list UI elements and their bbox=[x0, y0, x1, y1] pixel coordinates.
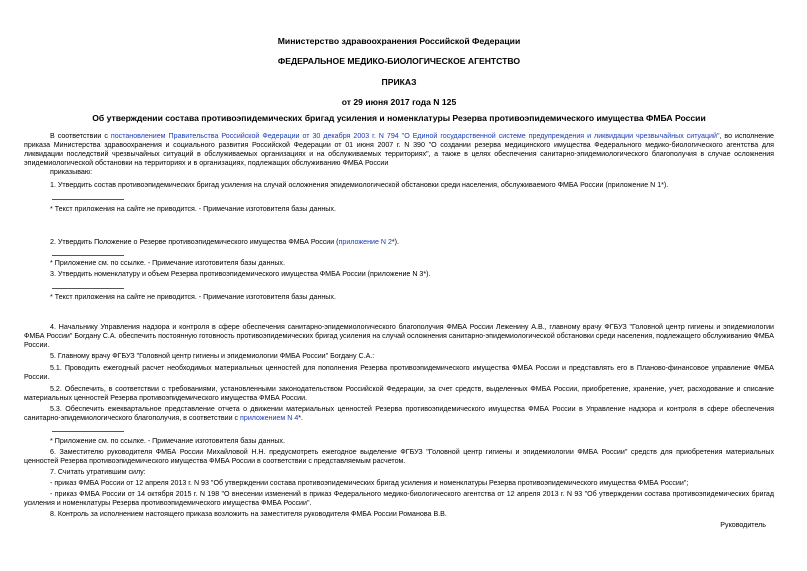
item-5-3-tail: *. bbox=[298, 414, 304, 422]
document-title: Об утверждении состава противоэпидемических бригад усиления и номенклатуры Резерва противоэпидемического имущества ФМБА России bbox=[92, 113, 706, 123]
footnote-1: * Текст приложения на сайте не приводится. - Примечание изготовителя базы данных. bbox=[50, 205, 336, 213]
item-8: 8. Контроль за исполнением настоящего приказа возложить на заместителя руководителя ФМБА России Романова В.В. bbox=[50, 510, 447, 518]
agency-heading: ФЕДЕРАЛЬНОЕ МЕДИКО-БИОЛОГИЧЕСКОЕ АГЕНТСТВО bbox=[277, 56, 521, 66]
appendix-4-link[interactable]: приложением N 4 bbox=[240, 414, 299, 422]
item-4: 4. Начальнику Управления надзора и контроля в сфере обеспечения санитарно-эпидемиологического благополучия ФМБА России Леженину А.В., главному врачу ФГБУЗ "Головной центр гигиены и эпидемиологии ФМБА России" Богдану С.А. обеспечить постоянную готовность противоэпидемических бригад усиления на случай осложнения санитарно-эпидемиологической обстановки среди населения, подлежащего обслуживанию ФМБА России. bbox=[24, 323, 774, 349]
ministry-heading: Министерство здравоохранения Российской Федерации bbox=[277, 36, 521, 46]
preamble-rest: , во исполнение приказа Министерства здравоохранения и социального развития Российской Федерации от 01 июня 2007 г. N 390 "О создании резерва медицинского имущества Федерального медико-биологического агентства для ликвидации последствий чрезвычайных ситуаций в обслуживаемых организациях и на обслуживаемых территориях", а также в целях обеспечения санитарно-эпидемиологического благополучия в случае осложнения эпидемиологической обстановки на территориях и в организациях, подлежащих обслуживанию ФМБА России bbox=[24, 132, 774, 167]
footnote-2: * Приложение см. по ссылке. - Примечание изготовителя базы данных. bbox=[50, 259, 285, 267]
date-number-heading: от 29 июня 2017 года N 125 bbox=[341, 97, 457, 107]
item-2 bbox=[24, 238, 774, 247]
signature-title: Руководитель bbox=[720, 521, 766, 529]
item-2-tail: *). bbox=[391, 238, 400, 246]
item-5-3-lead: 5.3. Обеспечить ежеквартальное представление отчета о движении материальных ценностей Резерва противоэпидемического имущества ФМБА России в Управление надзора и контроля в сфере обеспечения санитарно-эпидемиологического благополучия, в соответствии с bbox=[24, 405, 774, 422]
item-1: 1. Утвердить состав противоэпидемических бригад усиления на случай осложнения эпидемиологической обстановки среди населения, обслуживаемого ФМБА России (приложение N 1*). bbox=[50, 181, 669, 189]
footnote-rule bbox=[52, 255, 124, 256]
item-5-3 bbox=[24, 405, 774, 423]
item-3: 3. Утвердить номенклатуру и объем Резерва противоэпидемического имущества ФМБА России (приложение N 3*). bbox=[50, 270, 431, 278]
footnote-rule bbox=[52, 431, 124, 432]
item-5-1: 5.1. Проводить ежегодный расчет необходимых материальных ценностей для пополнения Резерва противоэпидемического имущества ФМБА России и представлять его в Планово-финансовое управление ФМБА России. bbox=[24, 364, 774, 381]
item-7: 7. Считать утратившим силу: bbox=[50, 468, 146, 476]
footnote-3: * Текст приложения на сайте не приводится. - Примечание изготовителя базы данных. bbox=[50, 293, 336, 301]
footnote-rule bbox=[52, 288, 124, 289]
preamble-lead: В соответствии с bbox=[50, 132, 111, 140]
footnote-rule bbox=[52, 199, 124, 200]
preamble-paragraph bbox=[24, 132, 774, 168]
item-5: 5. Главному врачу ФГБУЗ "Головной центр гигиены и эпидемиологии ФМБА России" Богдану С.А.: bbox=[50, 352, 375, 360]
doc-type-heading: ПРИКАЗ bbox=[381, 77, 417, 87]
government-decree-link[interactable]: постановлением Правительства Российской Федерации от 30 декабря 2003 г. N 794 "О Единой государственной системе предупреждения и ликвидации чрезвычайных ситуаций" bbox=[110, 132, 720, 140]
item-2-lead: 2. Утвердить Положение о Резерве противоэпидемического имущества ФМБА России ( bbox=[50, 238, 339, 246]
order-word: приказываю: bbox=[50, 168, 93, 176]
appendix-2-link[interactable]: приложение N 2 bbox=[338, 238, 392, 246]
item-7-b: - приказ ФМБА России от 14 октября 2015 г. N 198 "О внесении изменений в приказ Федерального медико-биологического агентства от 12 апреля 2013 г. N 93 "Об утверждении состава противоэпидемических бригад усиления и номенклатуры Резерва противоэпидемического имущества ФМБА России". bbox=[24, 490, 774, 507]
item-7-a: - приказ ФМБА России от 12 апреля 2013 г. N 93 "Об утверждении состава противоэпидемических бригад усиления и номенклатуры Резерва противоэпидемического имущества ФМБА России"; bbox=[50, 479, 689, 487]
item-6: 6. Заместителю руководителя ФМБА России Михайловой Н.Н. предусмотреть ежегодное выделение ФГБУЗ "Головной центр гигиены и эпидемиологии ФМБА России" средств для приобретения материальных ценностей Резерва противоэпидемического имущества ФМБА России в соответствии с представляемым расчетом. bbox=[24, 448, 774, 465]
item-5-2: 5.2. Обеспечить, в соответствии с требованиями, установленными законодательством Российской Федерации, за счет средств, выделенных ФМБА России, приобретение, хранение, учет, расходование и списание материальных ценностей Резерва противоэпидемического имущества ФМБА России. bbox=[24, 385, 774, 402]
footnote-4: * Приложение см. по ссылке. - Примечание изготовителя базы данных. bbox=[50, 437, 285, 445]
